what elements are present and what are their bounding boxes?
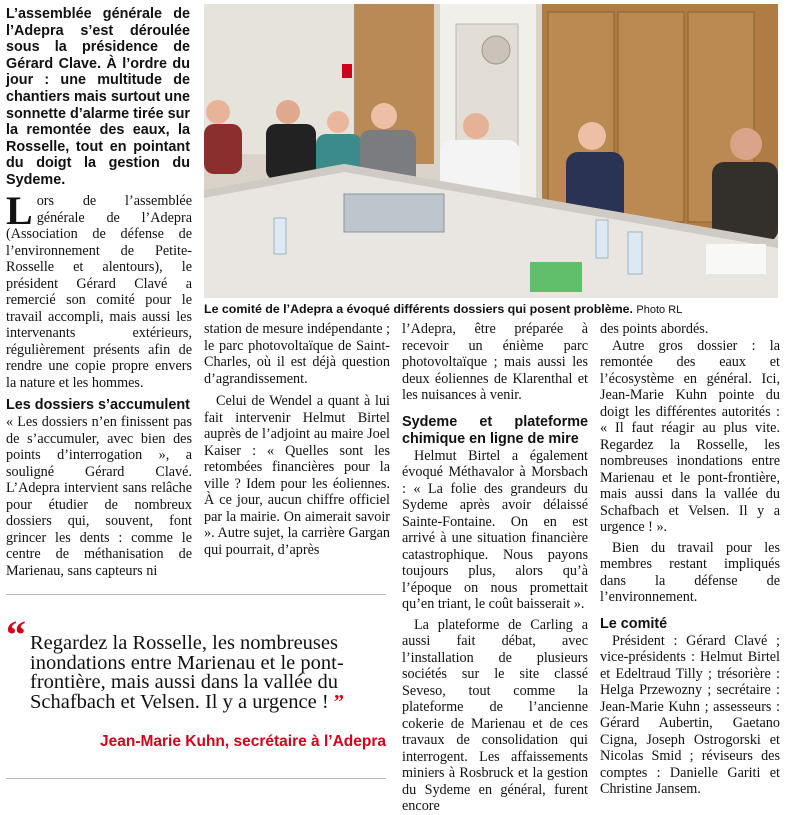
subhead-sydeme: Sydeme et plateforme chimique en ligne de mire	[402, 413, 588, 447]
photo-caption-text: Le comité de l’Adepra a évoqué différents dossiers qui posent problème.	[204, 302, 633, 316]
subhead-comite: Le comité	[600, 615, 668, 632]
pull-quote-text: Regardez la Rosselle, les nombreuses inondations entre Marienau et le pont-frontière, mais aussi dans la vallée du Schafbach et Velsen. Il y a urgence !	[30, 632, 344, 713]
subhead-dossiers: Les dossiers s’accumulent	[6, 397, 190, 413]
quote-bottom-rule	[6, 778, 386, 779]
col4-paragraph-4: Président : Gérard Clavé ; vice-présidents : Helmut Birtel et Edeltraud Tilly ; trésorière : Helga Przewozny ; secrétaire : Jean-Marie Kuhn ; assesseurs : Gérard Aubertin, Gaetano Cigna, Joseph Ostrogorski et Nicolas Smid ; réviseurs des comptes : Danielle Gariti et Christine Jansem.	[600, 632, 780, 797]
article-column-2	[204, 321, 390, 558]
quote-close-mark: ”	[333, 690, 345, 713]
col2-paragraph-1: station de mesure indépendante ; le parc photovoltaïque de Saint-Charles, où il est déjà question d’agrandissement.	[204, 321, 390, 387]
article-column-3	[402, 321, 588, 815]
col1-paragraph-1: ors de l’assemblée générale de l’Adepra (Association de défense de l’environnement de Petite-Rosselle et alentours), le président Gérard Clavé a remercié son comité pour le travail accompli, mais aussi les intervenants extérieurs, régulièrement présents afin de rendre une copie propre envers la nature et les hommes.	[6, 193, 192, 391]
col3-paragraph-3: La plateforme de Carling a aussi fait débat, avec l’installation de plusieurs sociétés sur le site classé Seveso, tout comme la plateforme de l’ancienne cokerie de Marienau et de ces travaux de consolidation qui interrogent. Les affaissements miniers à Rosbruck et la gestion du Sydeme en général, furent encore	[402, 616, 588, 814]
article-column-4	[600, 321, 780, 798]
quote-top-rule	[6, 594, 386, 595]
meeting-photo	[204, 4, 778, 298]
article-intro: L’assemblée générale de l’Adepra s’est déroulée sous la présidence de Gérard Clave. À l’ordre du jour : une multitude de chantiers mais surtout une sonnette d’alarme tirée sur la remontée des eaux, la Rosselle, tout en pointant du doigt la gestion du Sydeme.	[6, 6, 190, 188]
photo-credit: Photo RL	[636, 304, 683, 316]
drop-cap: L	[6, 188, 33, 233]
pull-quote	[30, 634, 386, 712]
col4-paragraph-3: Bien du travail pour les membres restant impliqués dans la défense de l’environnement.	[600, 539, 780, 605]
article-column-1	[6, 188, 192, 579]
photo-caption	[204, 301, 780, 318]
col2-paragraph-2: Celui de Wendel a quant à lui fait intervenir Helmut Birtel auprès de l’adjoint au maire Joel Kaiser : « Quelles sont les retombées financières pour la ville ? Idem pour les éoliennes. À ce jour, aucun chiffre officiel par la mairie. On aimerait savoir ». Autre sujet, la carrière Gargan qui pourrait, d’après	[204, 393, 390, 558]
quote-author: Jean-Marie Kuhn, secrétaire à l’Adepra	[100, 733, 387, 750]
col3-paragraph-1: l’Adepra, être préparée à recevoir un énième parc photovoltaïque ; mais aussi les deux éoliennes de Klarenthal et les nuisances à venir.	[402, 321, 588, 403]
col4-paragraph-2: Autre gros dossier : la remontée des eaux et l’écosystème en général. Ici, Jean-Marie Kuhn pointe du doigt les différentes autorités : « Il faut réagir au plus vite. Regardez la Rosselle, les nombreuses inondations entre Marienau et le pont-frontière, mais aussi dans la vallée du Schafbach et Velsen. Il y a urgence ! ».	[600, 337, 780, 535]
col3-paragraph-2: Helmut Birtel a également évoqué Méthavalor à Morsbach : « La folie des grandeurs du Sydeme après avoir délaissé Sainte-Fontaine. On en est arrivé à une situation financière catastrophique. Nous payons toujours plus, alors qu’à l’époque on nous promettait qu’en triant, le coût baisserait ».	[402, 447, 588, 612]
quote-open-mark: “	[6, 612, 26, 657]
meeting-photo-image	[204, 4, 778, 298]
col1-paragraph-2: « Les dossiers n’en finissent pas de s’accumuler, avec bien des points d’interrogation », a souligné Gérard Clavé. L’Adepra intervient sans relâche pour étudier de nombreux dossiers qui, souvent, font grincer les dents : comme le centre de méthanisation de Marienau, sans capteurs ni	[6, 414, 192, 579]
col4-paragraph-1: des points abordés.	[600, 321, 709, 337]
